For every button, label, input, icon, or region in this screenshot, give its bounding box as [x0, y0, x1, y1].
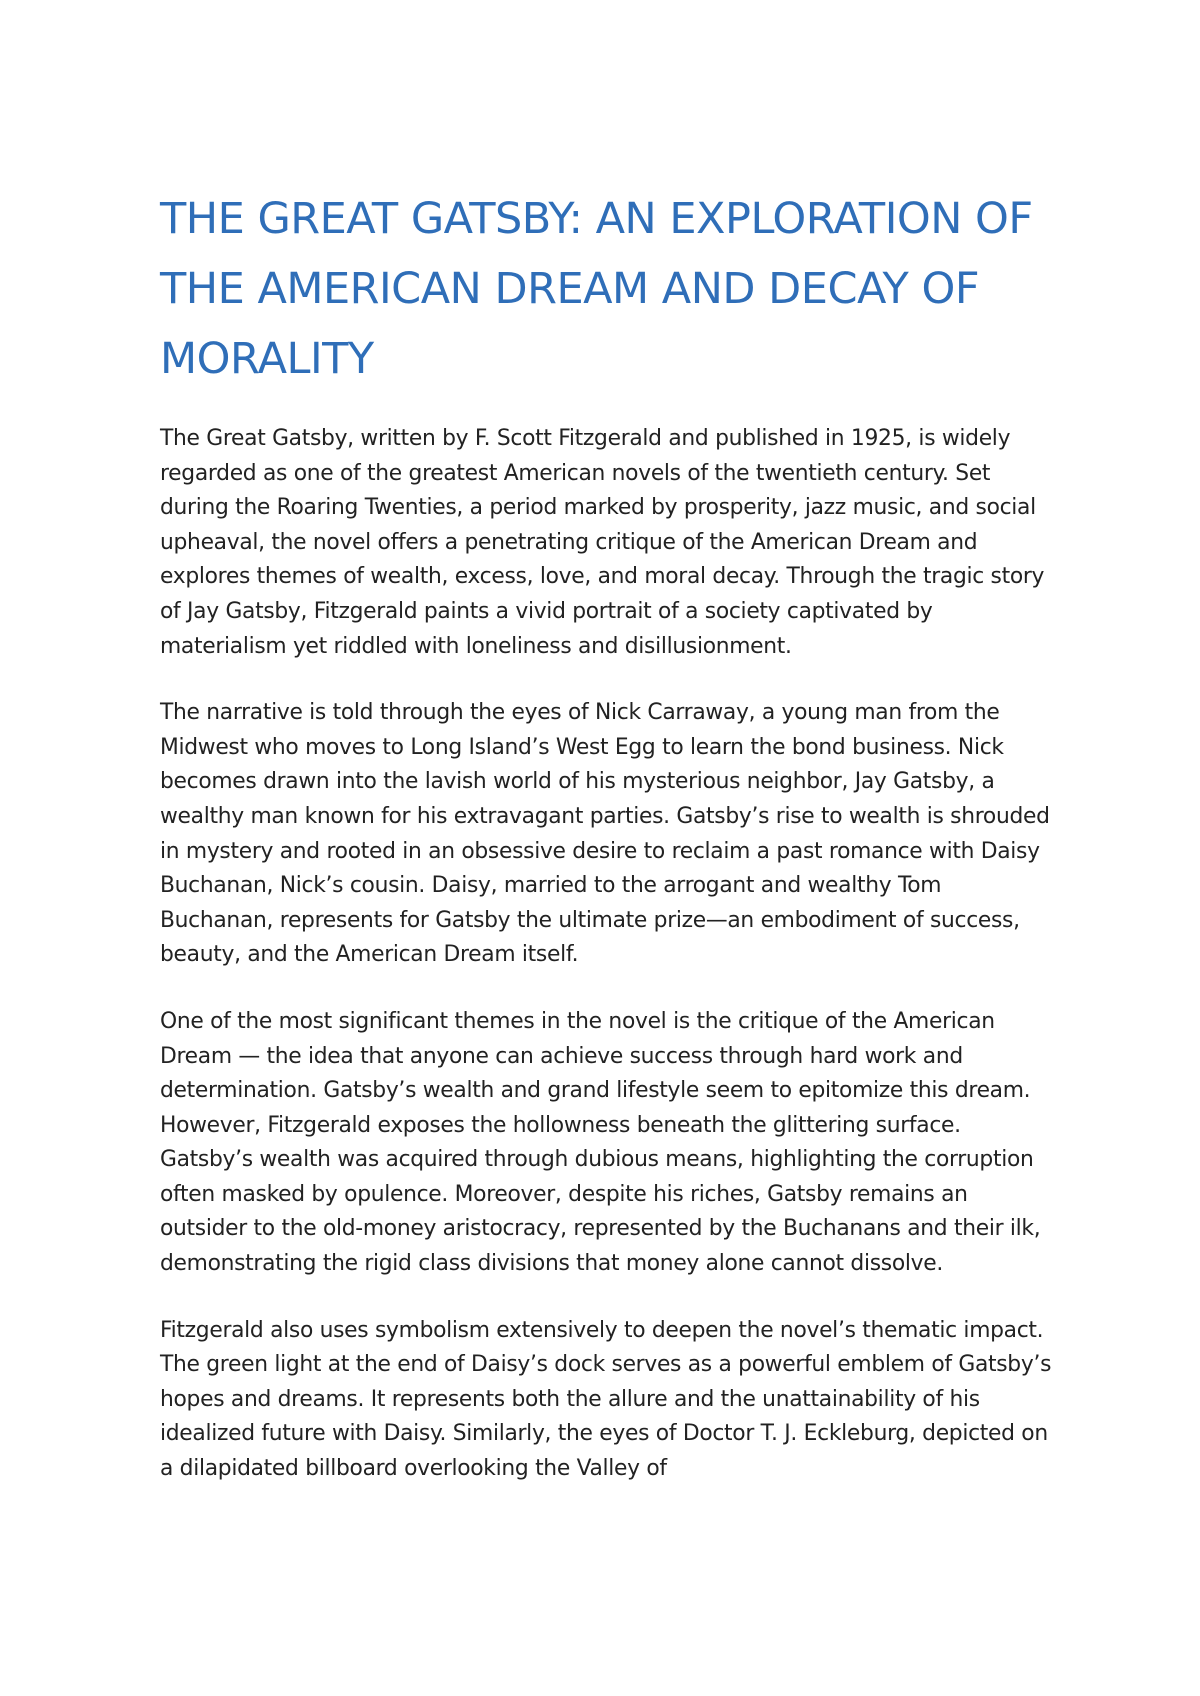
document-title: THE GREAT GATSBY: AN EXPLORATION OF THE AMERICAN DREAM AND DECAY OF MORALITY — [160, 194, 1033, 384]
paragraph-introduction: The Great Gatsby, written by F. Scott Fitzgerald and published in 1925, is widely regarded as one of the greatest American novels of the twentieth century. Set during the Roaring Twenties, a period marked by prosperity, jazz music, and social upheaval, the novel offers a penetrating critique of the American Dream and explores themes of wealth, excess, love, and moral decay. Through the tragic story of Jay Gatsby, Fitzgerald paints a vivid portrait of a society captivated by materialism yet riddled with loneliness and disillusionment. — [160, 426, 1045, 659]
document-page — [160, 184, 1060, 1487]
paragraph-american-dream: One of the most significant themes in the novel is the critique of the American Dream — the idea that anyone can achieve success through hard work and determination. Gatsby’s wealth and grand lifestyle seem to epitomize this dream. However, Fitzgerald exposes the hollowness beneath the glittering surface. Gatsby’s wealth was acquired through dubious means, highlighting the corruption often masked by opulence. Moreover, despite his riches, Gatsby remains an outsider to the old-money aristocracy, represented by the Buchanans and their ilk, demonstrating the rigid class divisions that money alone cannot dissolve. — [160, 1008, 1041, 1277]
paragraph-symbolism: Fitzgerald also uses symbolism extensively to deepen the novel’s thematic impact. The green light at the end of Daisy’s dock serves as a powerful emblem of Gatsby’s hopes and dreams. It represents both the allure and the unattainability of his idealized future with Daisy. Similarly, the eyes of Doctor T. J. Eckleburg, depicted on a dilapidated billboard overlooking the Valley of — [160, 1317, 1052, 1482]
paragraph-narrative: The narrative is told through the eyes of Nick Carraway, a young man from the Midwest who moves to Long Island’s West Egg to learn the bond business. Nick becomes drawn into the lavish world of his mysterious neighbor, Jay Gatsby, a wealthy man known for his extravagant parties. Gatsby’s rise to wealth is shrouded in mystery and rooted in an obsessive desire to reclaim a past romance with Daisy Buchanan, Nick’s cousin. Daisy, married to the arrogant and wealthy Tom Buchanan, represents for Gatsby the ultimate prize—an embodiment of success, beauty, and the American Dream itself. — [160, 700, 1050, 968]
